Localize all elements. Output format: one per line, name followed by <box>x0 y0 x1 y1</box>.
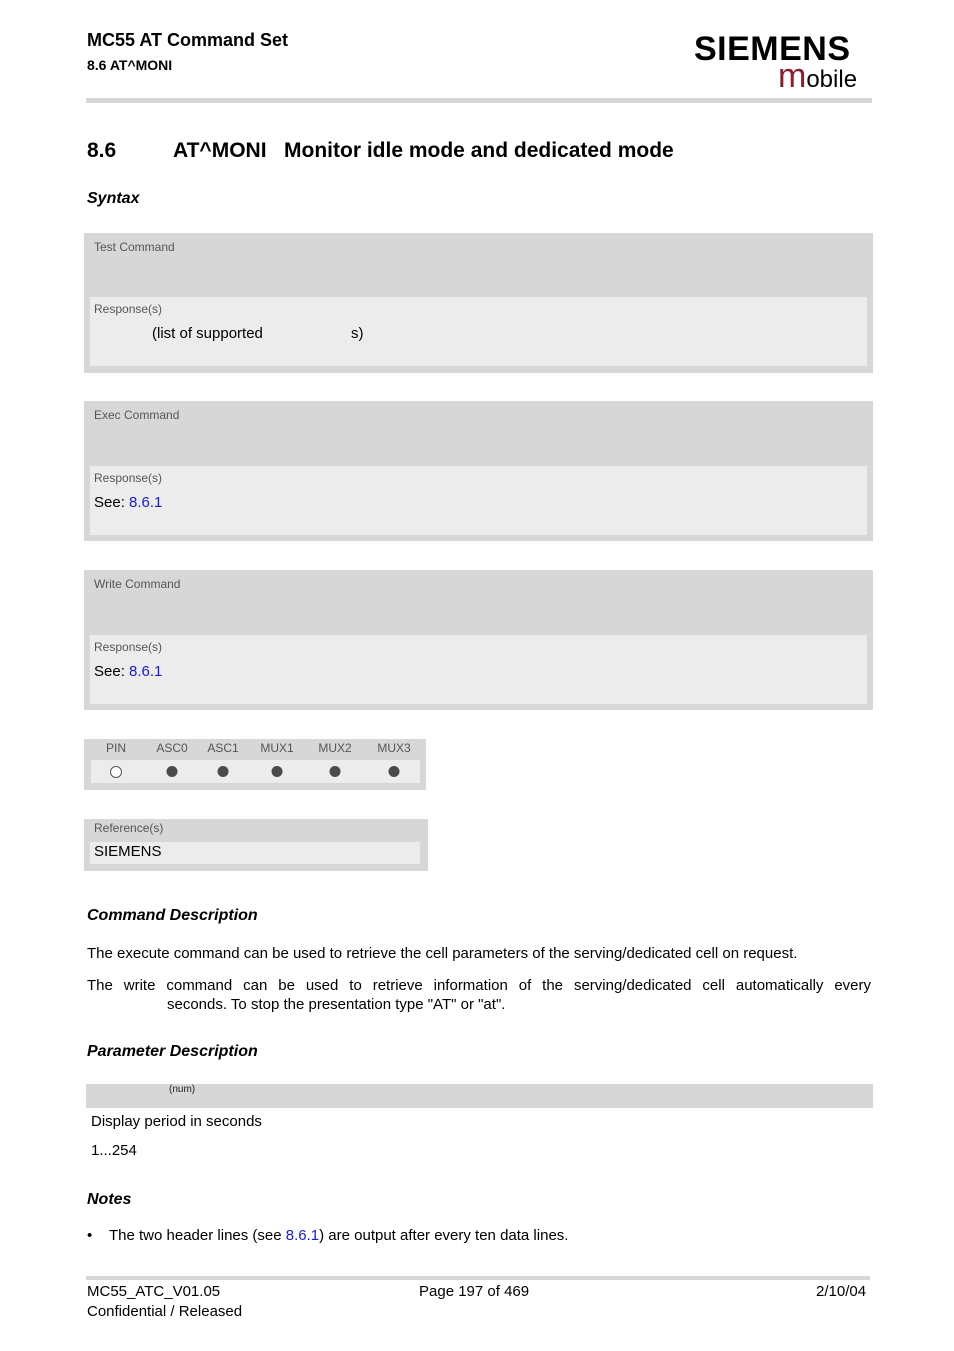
col-asc1: ASC1 <box>207 741 239 755</box>
col-mux1: MUX1 <box>260 741 294 755</box>
write-see-label: See: <box>94 663 130 680</box>
document-title: MC55 AT Command Set <box>87 30 289 50</box>
write-see-link[interactable]: 8.6.1 <box>129 663 163 680</box>
test-command-box <box>84 233 873 373</box>
pin-indicator <box>110 766 122 778</box>
interface-table <box>84 739 426 790</box>
command-description-para2-line2: seconds. To stop the presentation type "AT" or "at". <box>167 996 506 1013</box>
parameter-header-bar <box>86 1084 873 1108</box>
reference-value-cell <box>90 842 420 864</box>
test-command-response <box>90 297 867 366</box>
exec-see-text <box>94 494 162 511</box>
exec-see-label: See: <box>94 494 130 511</box>
exec-command-box <box>84 401 873 541</box>
footer-page: Page 197 of 469 <box>419 1283 530 1300</box>
write-response-label: Response(s) <box>94 640 163 654</box>
footer-divider <box>86 1276 870 1280</box>
mobile-logo-m: m <box>778 57 807 95</box>
siemens-logo: SIEMENS <box>694 30 851 68</box>
command-description-para1: The execute command can be used to retrieve the cell parameters of the serving/dedicated cell on request. <box>87 945 798 962</box>
bullet-mark: • <box>87 1227 93 1244</box>
command-description-heading: Command Description <box>87 907 258 924</box>
notes-text-b: ) are output after every ten data lines. <box>319 1227 569 1244</box>
col-pin: PIN <box>105 741 127 755</box>
mux3-indicator <box>389 766 400 777</box>
parameter-description-heading: Parameter Description <box>87 1043 258 1060</box>
asc1-indicator <box>218 766 229 777</box>
reference-box <box>84 819 428 871</box>
mobile-logo-rest: obile <box>806 66 858 93</box>
test-command-label: Test Command <box>94 240 175 254</box>
col-asc0: ASC0 <box>156 741 188 755</box>
mobile-logo <box>778 57 858 95</box>
section-number: 8.6 <box>87 139 117 162</box>
parameter-desc: Display period in seconds <box>91 1113 262 1130</box>
parameter-type-tag: (num) <box>169 1084 196 1095</box>
asc0-indicator <box>167 766 178 777</box>
col-mux3: MUX3 <box>377 741 411 755</box>
exec-response-label: Response(s) <box>94 471 163 485</box>
mux1-indicator <box>272 766 283 777</box>
parameter-range: 1...254 <box>91 1142 137 1159</box>
footer-status: Confidential / Released <box>87 1303 243 1320</box>
write-command-label: Write Command <box>94 577 181 591</box>
command-description-para2-line1: The write command can be used to retrieve information of the serving/dedicated cell automatically every <box>87 977 871 994</box>
write-command-response <box>90 635 867 704</box>
notes-heading: Notes <box>87 1191 132 1208</box>
write-command-box <box>84 570 873 710</box>
interface-table-row <box>91 760 420 783</box>
reference-label: Reference(s) <box>94 821 164 835</box>
footer-date: 2/10/04 <box>816 1283 867 1300</box>
mux2-indicator <box>330 766 341 777</box>
footer-doc-id: MC55_ATC_V01.05 <box>87 1283 221 1300</box>
test-response-label: Response(s) <box>94 302 163 316</box>
exec-command-label: Exec Command <box>94 408 180 422</box>
test-response-text-a: (list of supported <box>152 325 263 342</box>
header-divider <box>86 98 872 103</box>
syntax-heading: Syntax <box>87 190 140 207</box>
section-heading: AT^MONI Monitor idle mode and dedicated mode <box>173 139 674 162</box>
notes-item <box>87 1227 568 1244</box>
document-subtitle: 8.6 AT^MONI <box>87 57 173 73</box>
test-response-text-b: s) <box>351 325 364 342</box>
reference-value: SIEMENS <box>94 843 162 860</box>
notes-text-a: The two header lines (see <box>109 1227 286 1244</box>
col-mux2: MUX2 <box>318 741 352 755</box>
section-title <box>87 139 674 163</box>
write-see-text <box>94 663 162 680</box>
notes-link[interactable]: 8.6.1 <box>285 1227 320 1244</box>
exec-see-link[interactable]: 8.6.1 <box>129 494 163 511</box>
exec-command-response <box>90 466 867 535</box>
